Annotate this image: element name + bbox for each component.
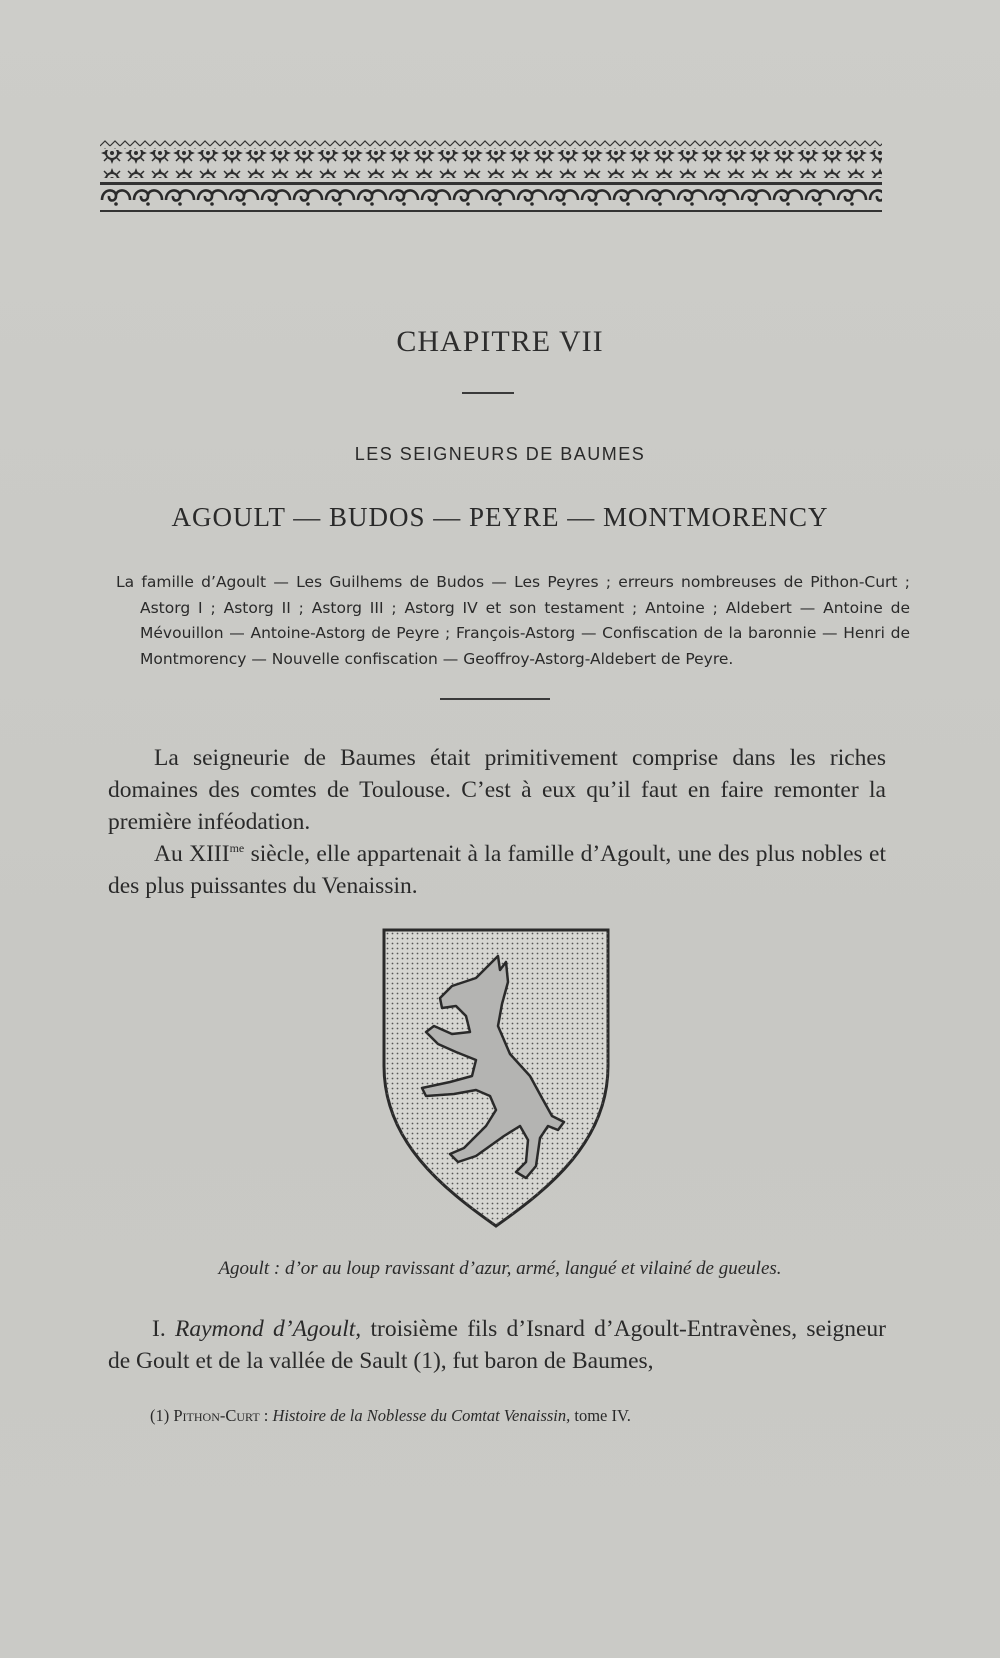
footnote xyxy=(150,1406,890,1426)
p2-text-b: siècle, elle appartenait à la famille d’Agoult, une des plus nobles et des plus puissantes du Venaissin. xyxy=(108,841,886,899)
footnote-number: (1) xyxy=(150,1406,174,1425)
coat-of-arms-icon xyxy=(380,926,612,1232)
p2-superscript: me xyxy=(229,841,245,856)
paragraph-2 xyxy=(108,838,886,902)
footnote-author: Pithon-Curt xyxy=(173,1406,260,1425)
chapter-title: CHAPITRE VII xyxy=(396,325,604,358)
divider-short xyxy=(462,392,514,394)
paragraph-3 xyxy=(108,1313,886,1377)
families-heading: AGOULT — BUDOS — PEYRE — MONTMORENCY xyxy=(171,502,829,532)
footnote-title: Histoire de la Noblesse du Comtat Venaissin, xyxy=(272,1406,571,1425)
p2-text-a: Au XIII xyxy=(154,841,230,867)
footnote-separator: : xyxy=(259,1406,273,1425)
shield-caption: Agoult : d’or au loup ravissant d’azur, armé, langué et vilainé de gueules. xyxy=(218,1258,782,1279)
chapter-subtitle: LES SEIGNEURS DE BAUMES xyxy=(354,444,646,464)
p3-text: troisième fils d’Isnard d’Agoult-Entravènes, seigneur de Goult et de la vallée de Sault (1), fut baron de Baumes, xyxy=(108,1316,886,1374)
p3-number: I. xyxy=(152,1316,175,1342)
decorative-header-band xyxy=(100,140,882,222)
divider-mid xyxy=(440,698,550,700)
p3-name: Raymond d’Agoult, xyxy=(175,1316,362,1342)
footnote-rest: tome IV. xyxy=(570,1406,631,1425)
chapter-summary: La famille d’Agoult — Les Guilhems de Budos — Les Peyres ; erreurs nombreuses de Pithon-Curt ; Astorg I ; Astorg II ; Astorg III ; Astorg IV et son testament ; Antoine ; Aldebert — Antoine de Mévouillon — Antoine-Astorg de Peyre ; François-Astorg — Confiscation de la baronnie — Henri de Montmorency — Nouvelle confiscation — Geoffroy-Astorg-Aldebert de Peyre. xyxy=(116,573,910,668)
paragraph-1: La seigneurie de Baumes était primitivement comprise dans les riches domaines des comtes de Toulouse. C’est à eux qu’il faut en faire remonter la première inféodation. xyxy=(108,745,886,835)
